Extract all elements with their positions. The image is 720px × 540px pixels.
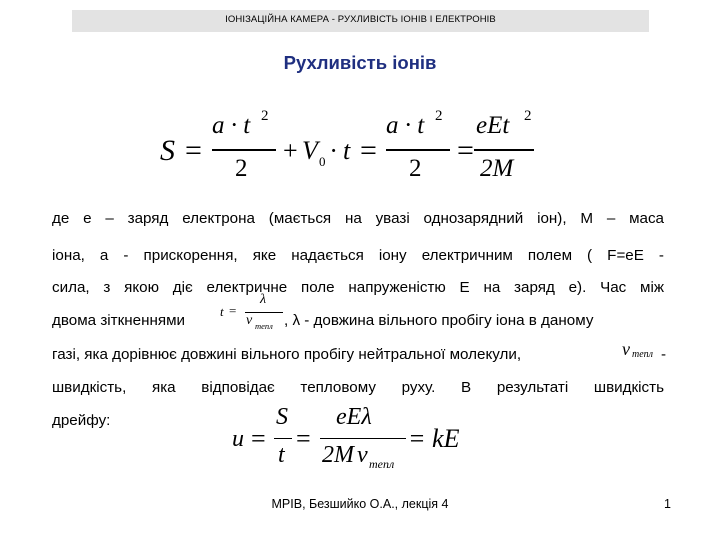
footer-text: МРІВ, Безшийко О.А., лекція 4	[271, 497, 449, 511]
fraction1-numerator: a · t	[212, 112, 251, 139]
fraction1-bar	[212, 149, 276, 151]
paragraph-line-7: дрейфу:	[52, 412, 111, 429]
header-title: ІОНІЗАЦІЙНА КАМЕРА - РУХЛИВІСТЬ ІОНІВ І ЕЛЕКТРОНІВ	[225, 14, 496, 25]
formula-velocity-time: · t	[330, 136, 351, 165]
drift-kE: = kE	[408, 424, 460, 453]
fraction2-numerator: a · t	[386, 112, 425, 139]
drift-denominator-v: v	[357, 442, 368, 468]
drift-denominator-sub: тепл	[369, 457, 395, 471]
fraction1-denominator: 2	[235, 155, 248, 182]
formula-plus: +	[283, 136, 298, 165]
formula-drift-velocity	[232, 404, 472, 480]
inline-velocity-thermal	[622, 339, 662, 365]
inline-v: v	[246, 313, 253, 328]
drift-fraction2-bar	[320, 438, 406, 439]
inline-formula-time	[220, 292, 284, 336]
inline-v-sub: тепл	[255, 321, 273, 331]
fraction2-denominator: 2	[409, 155, 422, 182]
drift-t: t	[278, 442, 285, 468]
drift-u: u	[232, 426, 244, 452]
paragraph-line-5-start: газі, яка дорівнює довжині вільного пробігу нейтральної молекули,	[52, 346, 522, 363]
paragraph-line-2: іона, а - прискорення, яке надається іону електричним полем ( F=eE -	[52, 247, 664, 264]
paragraph-line-4-end: , λ - довжина вільного пробігу іона в даному	[284, 312, 594, 329]
fraction3-numerator: eEt	[476, 112, 510, 139]
formula-eq-3: =	[457, 134, 474, 167]
formula-velocity-sub: 0	[319, 154, 326, 169]
formula-eq-2: =	[360, 134, 377, 167]
fraction1-exponent: 2	[261, 108, 269, 124]
fraction3-exponent: 2	[524, 108, 532, 124]
drift-S: S	[276, 404, 288, 430]
formula-displacement	[160, 108, 540, 186]
formula-eq-1: =	[185, 134, 202, 167]
paragraph-line-3: сила, з якою діє електричне поле напруженістю Е на заряд е). Час між	[52, 279, 664, 296]
paragraph-line-6: швидкість, яка відповідає тепловому руху. В результаті швидкість	[52, 379, 664, 396]
inline-lambda: λ	[260, 292, 267, 307]
formula-lhs: S	[160, 134, 175, 167]
inline-eq: =	[229, 303, 237, 318]
paragraph-line-4-start: двома зіткненнями	[52, 312, 186, 329]
drift-numerator: eEλ	[336, 404, 372, 430]
inline-vt-v: v	[622, 339, 630, 359]
drift-denominator-2M: 2M	[322, 442, 354, 468]
fraction3-bar	[474, 149, 534, 151]
drift-eq-2: =	[296, 424, 311, 453]
fraction3-denominator: 2M	[480, 155, 514, 182]
formula-velocity: V	[302, 136, 318, 165]
slide-title: Рухливість іонів	[283, 52, 437, 73]
paragraph-line-5-end: -	[661, 346, 667, 363]
inline-vt-sub: тепл	[632, 349, 654, 360]
inline-t: t	[220, 304, 224, 319]
fraction2-exponent: 2	[435, 108, 443, 124]
drift-fraction1-bar	[274, 438, 292, 439]
page-number: 1	[664, 497, 671, 511]
paragraph-line-1: де е – заряд електрона (мається на увазі однозарядний іон), М – маса	[52, 210, 664, 227]
drift-eq-1: =	[251, 424, 266, 453]
fraction2-bar	[386, 149, 450, 151]
